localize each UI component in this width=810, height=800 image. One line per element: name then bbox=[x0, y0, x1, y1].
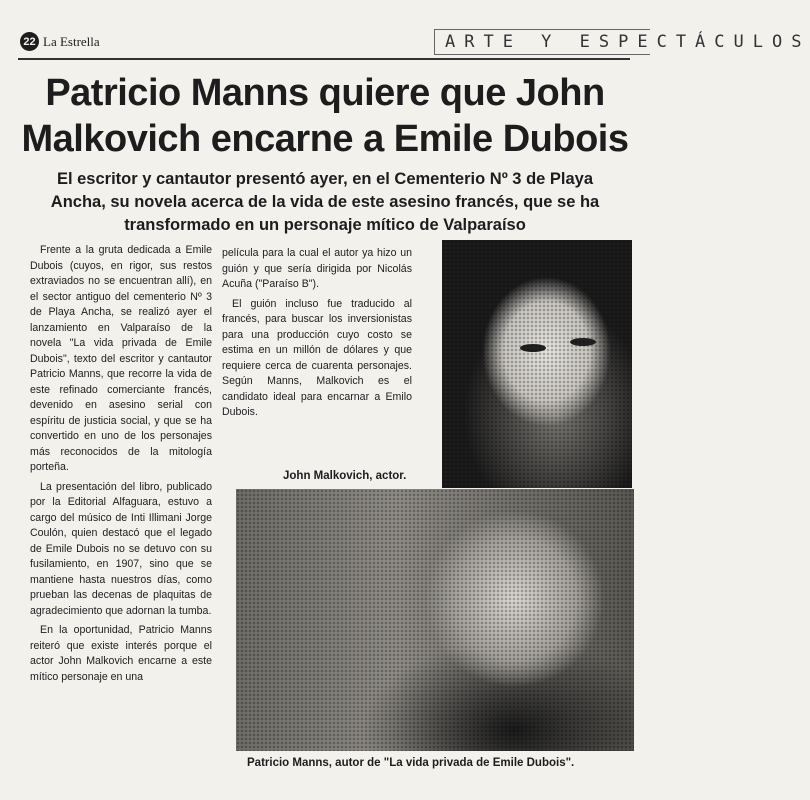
header-divider bbox=[18, 58, 630, 60]
paragraph: La presentación del libro, publicado por la Editorial Alfaguara, estuvo a cargo del músico de Inti Illimani Jorge Coulón, quien destacó que el legado de Emile Dubois no se detuvo con su fusilamiento, en 1907, sino que se mantiene hasta nuestros días, como prueban las decenas de plaquitas de agradecimiento que adornan la tumba. bbox=[30, 480, 212, 617]
manns-photo bbox=[236, 489, 634, 751]
article-column-1 bbox=[30, 243, 212, 689]
manns-caption: Patricio Manns, autor de "La vida privada de Emile Dubois". bbox=[247, 757, 575, 769]
newspaper-name: La Estrella bbox=[43, 33, 100, 49]
malkovich-caption: John Malkovich, actor. bbox=[283, 470, 407, 482]
section-label: ARTE Y ESPECTÁCULOS bbox=[434, 29, 650, 55]
malkovich-photo bbox=[442, 240, 632, 488]
page-number: 22 bbox=[20, 32, 39, 51]
subtitle: El escritor y cantautor presentó ayer, en el Cementerio Nº 3 de Playa Ancha, su novela acerca de la vida de este asesino francés, que se ha transformado en un personaje mítico de Valparaíso bbox=[50, 170, 600, 234]
headline: Patricio Manns quiere que John Malkovich encarne a Emile Dubois bbox=[21, 72, 629, 160]
article-column-2 bbox=[222, 246, 412, 425]
paragraph: El guión incluso fue traducido al francés, para buscar los inversionistas para una producción cuyo costo se estima en un millón de dólares y que requiere cerca de cuarenta personajes. Según Manns, Malkovich es el candidato ideal para encarnar a Emilo Dubois. bbox=[222, 297, 412, 418]
page-header bbox=[20, 32, 100, 51]
paragraph: En la oportunidad, Patricio Manns reiteró que existe interés porque el actor John Malkovich encarne a este mítico personaje en una bbox=[30, 624, 212, 683]
paragraph: Frente a la gruta dedicada a Emile Dubois (cuyos, en rigor, sus restos extraviados no se encuentran allí), en el sector antiguo del cementerio Nº 3 de Playa Ancha, se realizó ayer el lanzamiento en Valparaíso de la novela "La vida privada de Emile Dubois", texto del escritor y cantautor Patricio Manns, que recorre la vida de este refinado comerciante francés, devenido en asesino serial con espíritu de justicia social, y que se ha convertido en uno de los personajes más reconocidos de la mitología porteña. bbox=[30, 244, 212, 473]
paragraph: película para la cual el autor ya hizo un guión y que sería dirigida por Nicolás Acuña ("Paraíso B"). bbox=[222, 247, 412, 290]
